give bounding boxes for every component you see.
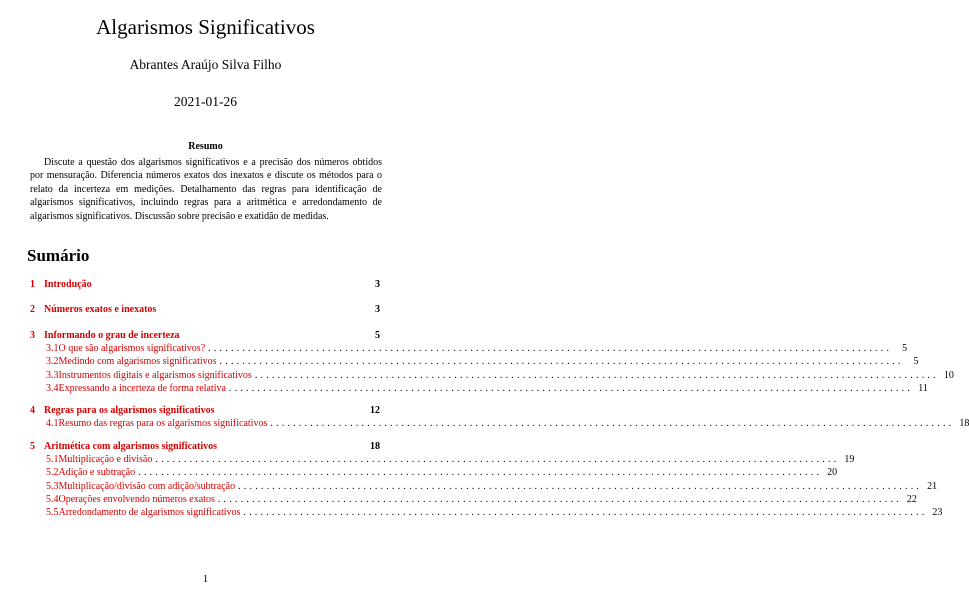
toc-subsection-entry[interactable] xyxy=(46,506,943,519)
abstract-text: Discute a questão dos algarismos significativos e a precisão dos números obtidos por mensuração. Diferencia números exatos dos inexatos e discute os métodos para o relato da incerteza em medições. Detalhamento das regras para identificação de algarismos significativos, incluindo regras para a aritmética e arredondamento de algarismos significativos. Discussão sobre precisão e exatidão de medidas. xyxy=(30,157,382,222)
toc-entry-number: 2 xyxy=(30,304,35,315)
toc-dot-leader: ........................................................................................................................ xyxy=(270,418,955,429)
toc-dot-leader: ........................................................................................................................ xyxy=(155,454,840,465)
toc-entry-link[interactable]: O que são algarismos significativos? xyxy=(58,343,206,354)
toc-entry-page: 20 xyxy=(827,467,838,479)
toc-entry-number: 5.3 xyxy=(46,480,59,492)
toc-entry-page: 11 xyxy=(918,382,928,394)
toc-entry-page: 21 xyxy=(927,480,938,492)
document-author: Abrantes Araújo Silva Filho xyxy=(129,57,282,72)
toc-entry-number: 3 xyxy=(30,330,35,341)
toc-section-entry[interactable] xyxy=(30,278,380,291)
toc-subsection-entry[interactable] xyxy=(46,342,908,355)
toc-entry-page: 5 xyxy=(375,330,380,341)
toc-entry-page: 18 xyxy=(370,441,380,452)
toc-heading: Sumário xyxy=(27,246,90,265)
document-date: 2021-01-26 xyxy=(174,94,237,109)
toc-entry-link[interactable]: Introdução xyxy=(44,279,92,290)
toc-entry-link[interactable]: Instrumentos digitais e algarismos significativos xyxy=(58,369,252,381)
toc-subsection-entry[interactable] xyxy=(46,382,928,395)
toc-entry-link[interactable]: Aritmética com algarismos significativos xyxy=(44,441,218,452)
toc-entry-number: 3.1 xyxy=(46,343,59,354)
toc-entry-page: 5 xyxy=(902,343,908,354)
toc-section-entry[interactable] xyxy=(30,440,380,453)
toc-entry-link[interactable]: Resumo das regras para os algarismos significativos xyxy=(58,418,268,429)
toc-entry-page: 23 xyxy=(932,507,943,519)
toc-entry-link[interactable]: Adição e subtração xyxy=(58,467,136,479)
document-title: Algarismos Significativos xyxy=(96,15,315,39)
toc-subsection-entry[interactable] xyxy=(46,417,969,430)
toc-subsection-entry[interactable] xyxy=(46,466,838,479)
toc-entry-number: 5.2 xyxy=(46,467,59,479)
toc-entry-page: 19 xyxy=(844,454,855,465)
toc-dot-leader: ........................................................................................................................ xyxy=(217,493,902,505)
toc-entry-link[interactable]: Multiplicação e divisão xyxy=(58,454,153,465)
toc-entry-link[interactable]: Operações envolvendo números exatos xyxy=(58,493,215,505)
toc-entry-page: 10 xyxy=(943,369,954,381)
toc-dot-leader: ........................................................................................................................ xyxy=(138,467,823,479)
toc-entry-number: 5 xyxy=(30,441,35,452)
toc-entry-number: 3.4 xyxy=(46,382,59,394)
toc-entry-link[interactable]: Medindo com algarismos significativos xyxy=(58,356,217,368)
toc-entry-page: 3 xyxy=(375,304,380,315)
toc-dot-leader: ........................................................................................................................ xyxy=(238,480,923,492)
toc-entry-number: 4.1 xyxy=(46,418,59,429)
toc-entry-page: 5 xyxy=(913,356,919,368)
toc-subsection-entry[interactable] xyxy=(46,369,954,382)
toc-section-entry[interactable] xyxy=(30,329,380,342)
toc-entry-link[interactable]: Arredondamento de algarismos significativos xyxy=(58,507,241,519)
toc-subsection-entry[interactable] xyxy=(46,355,919,368)
toc-dot-leader: ........................................................................................................................ xyxy=(219,356,904,368)
toc-entry-link[interactable]: Multiplicação/divisão com adição/subtração xyxy=(58,480,236,492)
toc-entry-link[interactable]: Expressando a incerteza de forma relativa xyxy=(58,382,226,394)
toc-entry-page: 18 xyxy=(959,418,969,429)
toc-subsection-entry[interactable] xyxy=(46,493,917,506)
toc-entry-number: 3.3 xyxy=(46,369,59,381)
page-number: 1 xyxy=(202,573,209,585)
toc-section-entry[interactable] xyxy=(30,404,380,417)
toc-entry-link[interactable]: Números exatos e inexatos xyxy=(44,304,157,315)
toc-subsection-entry[interactable] xyxy=(46,480,938,493)
toc-entry-page: 12 xyxy=(370,405,380,416)
toc-dot-leader: ........................................................................................................................ xyxy=(254,369,939,381)
toc-entry-number: 1 xyxy=(30,279,35,290)
toc-subsection-entry[interactable] xyxy=(46,453,855,466)
toc-entry-page: 22 xyxy=(906,493,917,505)
toc-dot-leader: ........................................................................................................................ xyxy=(243,507,928,519)
toc-entry-number: 5.4 xyxy=(46,493,59,505)
toc-entry-link[interactable]: Regras para os algarismos significativos xyxy=(44,405,215,416)
toc-entry-link[interactable]: Informando o grau de incerteza xyxy=(44,330,180,341)
toc-entry-number: 5.5 xyxy=(46,507,59,519)
toc-dot-leader: ........................................................................................................................ xyxy=(228,382,913,394)
abstract-heading: Resumo xyxy=(188,141,223,152)
toc-section-entry[interactable] xyxy=(30,303,380,316)
toc-entry-page: 3 xyxy=(375,279,380,290)
toc-dot-leader: ........................................................................................................................ xyxy=(208,343,893,354)
toc-entry-number: 4 xyxy=(30,405,35,416)
toc-entry-number: 5.1 xyxy=(46,454,59,465)
toc-entry-number: 3.2 xyxy=(46,356,59,368)
